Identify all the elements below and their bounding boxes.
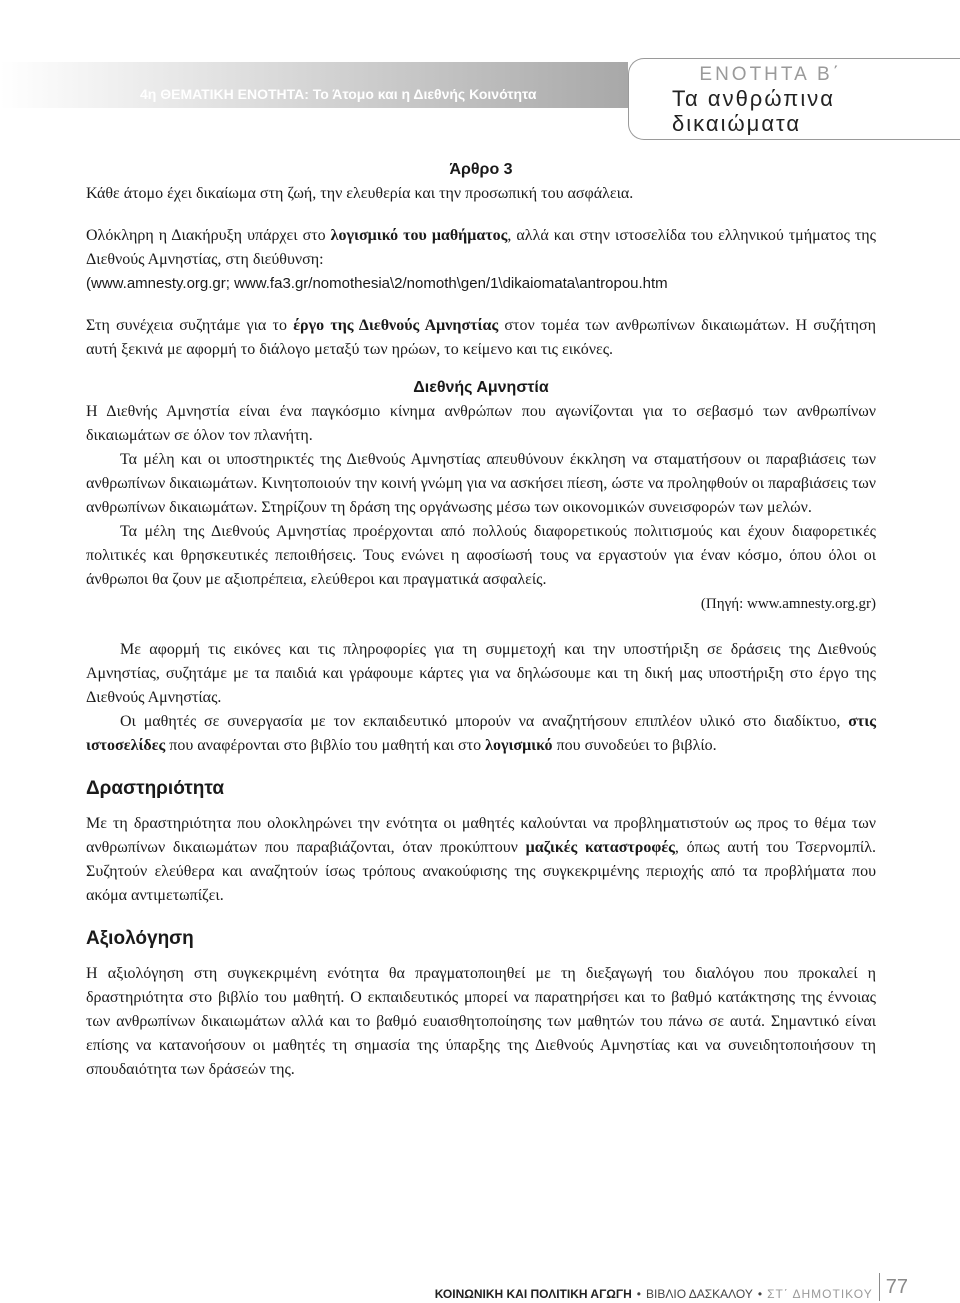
declaration-paragraph: Ολόκληρη η Διακήρυξη υπάρχει στο λογισμικό του μαθήματος, αλλά και στην ιστοσελίδα του ελληνικού τμήματος της Διεθνούς Αμνηστίας, στη διεύθυνση:	[86, 227, 877, 268]
amnesty-source: (Πηγή: www.amnesty.org.gr)	[700, 596, 876, 612]
amnesty-heading: Διεθνής Αμνηστία	[413, 379, 549, 396]
page-number: 77	[879, 1273, 908, 1301]
websites-emphasis: στις ιστοσελίδες	[86, 713, 876, 754]
activity-heading: Δραστηριότητα	[86, 778, 225, 799]
article-title: Άρθρο 3	[449, 161, 513, 178]
evaluation-paragraph: Η αξιολόγηση στη συγκεκριμένη ενότητα θα πραγματοποιηθεί με τη διεξαγωγή του διαλόγου που προκαλεί η δραστηριότητα στο βιβλίο του μαθητή. Ο εκπαιδευτικός μπορεί να παρατηρήσει και το βαθμό κατάκτησης της έννοιας των ανθρωπίνων δικαιωμάτων αλλά και το βαθμό ευαισθητοποίησης των μαθητών του πάνω σε αυτά. Σημαντικό είναι επίσης να κατανοήσουν οι μαθητές τη σημασία της ύπαρξης της Διεθνούς Αμνηστίας και να συνειδητοποιήσουν τη σπουδαιότητα των δράσεών της.	[86, 965, 876, 1078]
source-line	[86, 592, 876, 616]
footer-separator: •	[636, 1287, 641, 1301]
article-text: Κάθε άτομο έχει δικαίωμα στη ζωή, την ελευθερία και την προσωπική του ασφάλεια.	[86, 185, 634, 202]
evaluation-heading: Αξιολόγηση	[86, 928, 194, 949]
amnesty-work-emphasis: έργο της Διεθνούς Αμνηστίας	[293, 317, 499, 334]
declaration-url: (www.amnesty.org.gr; www.fa3.gr/nomothesia\2/nomoth\gen/1\dikaiomata\antropou.htm	[86, 275, 668, 292]
software-emphasis-2: λογισμικό	[485, 737, 553, 754]
footer-book: ΒΙΒΛΙΟ ΔΑΣΚΑΛΟΥ	[646, 1287, 753, 1301]
amnesty-paragraph-2: Τα μέλη και οι υποστηρικτές της Διεθνούς Αμνηστίας απευθύνουν έκκληση να σταματήσουν οι παραβιάσεις των ανθρωπίνων δικαιωμάτων. Κινητοποιούν την κοινή γνώμη για να ασκήσει πίεση, ώστε να προληφθούν οι παραβιάσεις των ανθρωπίνων δικαιωμάτων. Στηρίζουν τη δράση της οργάνωσης μέσω των οικονομικών συνεισφορών των μελών.	[86, 451, 876, 516]
amnesty-paragraph-1: Η Διεθνής Αμνηστία είναι ένα παγκόσμιο κίνημα ανθρώπων που αγωνίζονται για το σεβασμό των ανθρωπίνων δικαιωμάτων σε όλον τον πλανήτη.	[86, 403, 876, 444]
discussion-paragraph: Στη συνέχεια συζητάμε για το έργο της Διεθνούς Αμνηστίας στον τομέα των ανθρωπίνων δικαιωμάτων. Η συζήτηση αυτή ξεκινά με αφορμή το διάλογο μεταξύ των ηρώων, το κείμενο και τις εικόνες.	[86, 317, 877, 358]
main-content	[86, 158, 876, 1082]
unit-title: Τα ανθρώπινα δικαιώματα	[672, 86, 835, 136]
followup-paragraph-1: Με αφορμή τις εικόνες και τις πληροφορίες για τη συμμετοχή και την υποστήριξη σε δράσεις της Διεθνούς Αμνηστίας, συζητάμε με τα παιδιά και γράφουμε κάρτες για να δηλώσουμε και τη δική μας υποστήριξη στο έργο της Διεθνούς Αμνηστίας.	[86, 641, 876, 706]
amnesty-paragraph-3: Τα μέλη της Διεθνούς Αμνηστίας προέρχονται από πολλούς διαφορετικούς πολιτισμούς και έχουν διαφορετικές πολιτικές και θρησκευτικές πεποιθήσεις. Τους ενώνει η αφοσίωσή τους να εργαστούν για έναν κόσμο, όπου όλοι οι άνθρωποι θα ζουν με αξιοπρέπεια, ελεύθεροι και πραγματικά ασφαλείς.	[86, 523, 876, 588]
footer-subject: ΚΟΙΝΩΝΙΚΗ ΚΑΙ ΠΟΛΙΤΙΚΗ ΑΓΩΓΗ	[434, 1287, 632, 1301]
thematic-unit-title: 4η ΘΕΜΑΤΙΚΗ ΕΝΟΤΗΤΑ: Το Άτομο και η Διεθνής Κοινότητα	[140, 86, 537, 102]
unit-label: ΕΝΟΤΗΤΑ Β΄	[699, 64, 842, 85]
disasters-emphasis: μαζικές καταστροφές	[525, 839, 675, 856]
software-emphasis: λογισμικό του μαθήματος	[330, 227, 508, 244]
followup-paragraph-2: Οι μαθητές σε συνεργασία με τον εκπαιδευτικό μπορούν να αναζητήσουν επιπλέον υλικό στο διαδίκτυο, στις ιστοσελίδες που αναφέρονται στο βιβλίο του μαθητή και στο λογισμικό που συνοδεύει το βιβλίο.	[86, 713, 876, 754]
activity-paragraph: Με τη δραστηριότητα που ολοκληρώνει την ενότητα οι μαθητές καλούνται να προβληματιστούν ως προς το θέμα των ανθρωπίνων δικαιωμάτων που παραβιάζονται, όταν προκύπτουν μαζικές καταστροφές, όπως αυτή του Τσερνομπίλ. Συζητούν ελεύθερα και αναζητούν ίσως τρόπους ανακούφισης της συγκεκριμένης περιοχής από τα προβλήματα που ακόμα αντιμετωπίζει.	[86, 815, 876, 904]
page-footer	[435, 1273, 908, 1301]
footer-separator-2: •	[757, 1287, 763, 1301]
footer-grade: ΣΤ΄ ΔΗΜΟΤΙΚΟΥ	[767, 1287, 873, 1301]
